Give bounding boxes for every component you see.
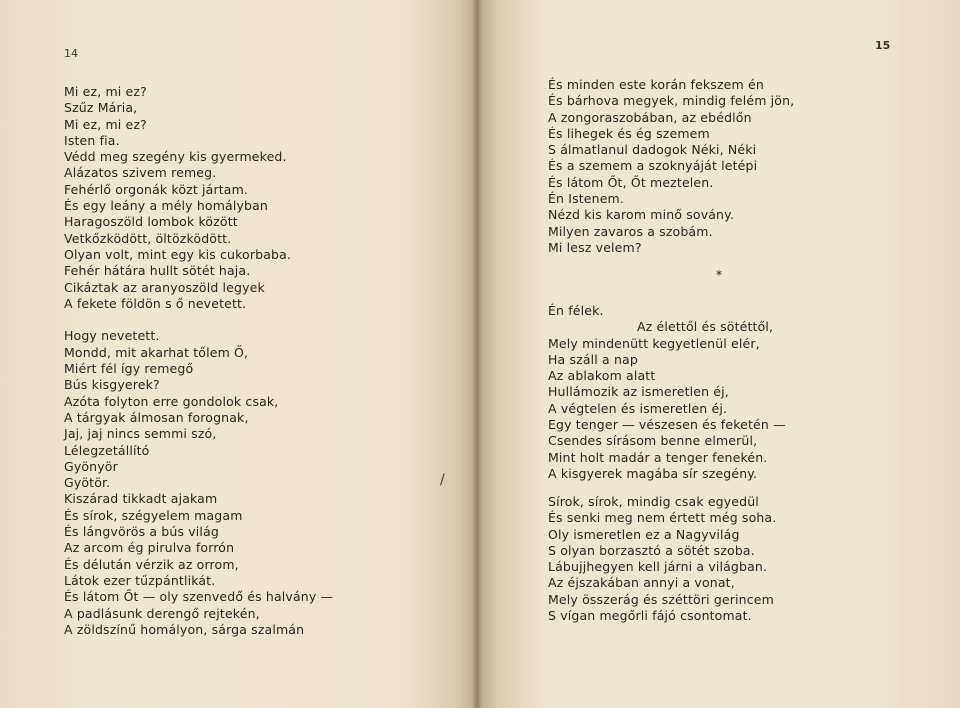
poem-line: A zöldszínű homályon, sárga szalmán [64,621,305,637]
left-page-number: 14 [64,47,78,60]
section-separator-asterisk: * [716,268,722,282]
poem-line: Alázatos szivem remeg. [64,165,217,181]
poem-line: Mely mindenütt kegyetlenül elér, [548,335,760,351]
poem-line: Mely összerág és széttöri gerincem [548,591,774,607]
book-gutter [472,0,482,708]
poem-line: Szűz Mária, [64,100,138,116]
poem-line: És sírok, szégyelem magam [64,507,243,523]
stanza-gap [64,312,333,328]
poem-line: Sírok, sírok, mindig csak egyedül [548,494,759,509]
poem-line: S olyan borzasztó a sötét szoba. [548,542,755,558]
poem-line: Az ablakom alatt [548,368,656,384]
poem-line: Egy tenger — vészesen és feketén — [548,417,786,433]
poem-line: Az élettől és sötéttől, [637,319,774,335]
poem-line: És minden este korán fekszem én [548,77,764,92]
poem-line: És látom Őt, Őt meztelen. [548,174,714,190]
poem-line: És a szemem a szoknyáját letépi [548,158,758,174]
poem-line: A végtelen és ismeretlen éj. [548,400,728,416]
poem-line: Azóta folyton erre gondolok csak, [64,393,279,409]
poem-line: S álmatlanul dadogok Néki, Néki [548,142,757,158]
poem-line: Én félek. [548,303,604,318]
poem-line: Vetkőzködött, öltözködött. [64,230,232,246]
poem-line: S vígan megőrli fájó csontomat. [548,608,752,624]
poem-line: És egy leány a mély homályban [64,198,268,214]
poem-line: Kiszárad tikkadt ajakam [64,491,218,507]
stray-pencil-mark: / [440,472,445,488]
poem-line: Jaj, jaj nincs semmi szó, [64,426,217,442]
poem-line: És lángvörös a bús világ [64,524,219,540]
right-page-number: 15 [875,39,891,52]
poem-line: Mi ez, mi ez? [64,116,147,132]
poem-line: Lábujjhegyen kell járni a világban. [548,559,768,575]
poem-line: Nézd kis karom minő sovány. [548,207,735,223]
poem-line: Az arcom ég pirulva forrón [64,540,235,556]
poem-line: A kisgyerek magába sír szegény. [548,465,758,481]
poem-line: És senki meg nem értett még soha. [548,510,777,526]
left-poem-text [64,84,333,638]
poem-line: Mint holt madár a tenger fenekén. [548,449,768,465]
poem-line: Mi lesz velem? [548,239,642,255]
poem-line: Fehér hátára hullt sötét haja. [64,263,251,279]
left-page [0,0,478,708]
poem-line: Ha száll a nap [548,351,638,367]
poem-line: Milyen zavaros a szobám. [548,223,713,239]
poem-line: Hullámozik az ismeretlen éj, [548,384,729,400]
poem-line: Mi ez, mi ez? [64,84,147,99]
right-stanza-1 [548,77,794,256]
poem-line: És látom Őt — oly szenvedő és halvány — [64,589,334,605]
poem-line: Fehérlő orgonák közt jártam. [64,181,249,197]
poem-line: A zongoraszobában, az ebédlőn [548,109,752,125]
poem-line: Látok ezer tűzpántlikát. [64,572,216,588]
poem-line: Mondd, mit akarhat tőlem Ő, [64,344,249,360]
poem-line: Oly ismeretlen ez a Nagyvilág [548,526,740,542]
poem-line: Isten fia. [64,132,120,148]
poem-line: A padlásunk derengő rejtekén, [64,605,260,621]
poem-line: Olyan volt, mint egy kis cukorbaba. [64,246,292,262]
poem-line: Miért fél így remegő [64,361,194,377]
poem-line: Haragoszöld lombok között [64,214,238,230]
poem-line: Én Istenem. [548,191,624,207]
poem-line: Csendes sírásom benne elmerül, [548,433,758,449]
poem-line: A tárgyak álmosan forognak, [64,409,249,425]
poem-line: És lihegek és ég szemem [548,125,710,141]
poem-line: Védd meg szegény kis gyermeked. [64,149,287,165]
right-stanza-2 [548,303,786,482]
poem-line: Hogy nevetett. [64,328,160,344]
poem-line: A fekete földön s ő nevetett. [64,295,247,311]
right-stanza-3 [548,494,776,624]
poem-line: Az éjszakában annyi a vonat, [548,575,735,591]
poem-line: Lélegzetállító [64,442,150,458]
poem-line: Cikáztak az aranyoszöld legyek [64,279,265,295]
poem-line: Gyötör. [64,475,111,491]
poem-line: És bárhova megyek, mindig felém jön, [548,93,795,109]
poem-line: Bús kisgyerek? [64,377,160,393]
poem-line: És délután vérzik az orrom, [64,556,239,572]
poem-line: Gyönyör [64,458,118,474]
